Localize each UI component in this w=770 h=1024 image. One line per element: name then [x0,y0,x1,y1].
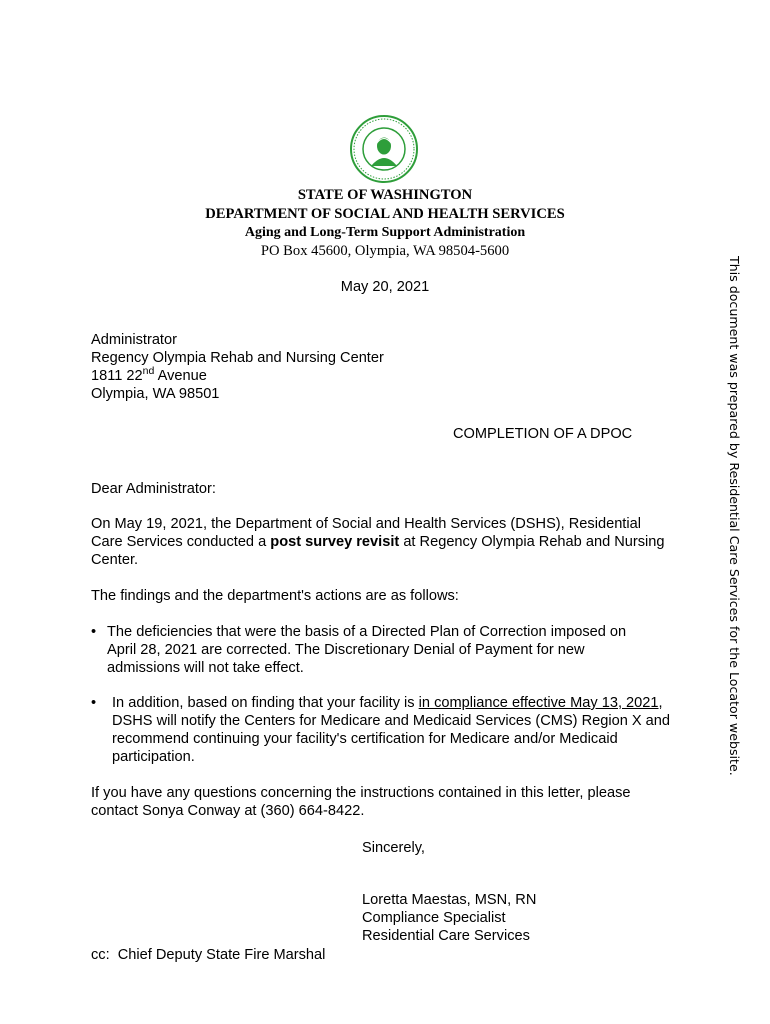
bullet-text-deficiencies: The deficiencies that were the basis of a Directed Plan of Correction imposed on April 28, 2021 are corrected. The Discretionary Denial of Payment for new admissions will not take effect. [107,624,627,676]
intro-bold-text: post survey revisit [270,534,400,550]
signer-unit: Residential Care Services [362,928,530,944]
signer-title: Compliance Specialist [362,910,506,926]
subject-line: COMPLETION OF A DPOC [453,426,633,442]
compliance-text: In addition, based on finding that your facility is [112,695,419,711]
bullet-text-compliance [112,694,673,766]
bullet-icon: • [91,624,97,640]
street-name: Avenue [154,368,207,384]
intro-text-end: at Regency Olympia Rehab and Nursing Center. [91,534,665,568]
seal-icon [349,114,419,184]
state-seal [349,114,419,184]
list-item [91,623,656,677]
list-item [91,694,673,766]
cc-line: cc: Chief Deputy State Fire Marshal [91,947,326,963]
header-department: DEPARTMENT OF SOCIAL AND HEALTH SERVICES [205,206,565,222]
intro-text: On May 19, 2021, the Department of Social and Health Services (DSHS), Residential Care Services conducted a [91,516,641,550]
compliance-text-end: , DSHS will notify the Centers for Medicare and Medicaid Services (CMS) Region X and recommend continuing your facility's certification for Medicare and/or Medicaid participation. [112,695,671,765]
paragraph-findings: The findings and the department's actions are as follows: [91,588,459,604]
compliance-underlined-text: in compliance effective May 13, 2021 [418,695,659,711]
letter-date: May 20, 2021 [340,279,430,295]
street-number: 1811 22 [91,368,143,384]
paragraph-intro [91,515,671,569]
recipient-street [91,367,384,385]
header-administration: Aging and Long-Term Support Administration [244,225,526,240]
recipient-city: Olympia, WA 98501 [91,386,220,402]
recipient-title: Administrator [91,332,177,348]
recipient-facility: Regency Olympia Rehab and Nursing Center [91,350,384,366]
header-address: PO Box 45600, Olympia, WA 98504-5600 [260,243,510,259]
closing: Sincerely, [362,840,425,856]
bullet-icon: • [91,695,97,711]
signature-block [362,891,536,945]
street-ordinal: nd [142,365,155,377]
sidebar-note: This document was prepared by Residential Care Services for the Locator website. [727,256,742,776]
signer-name: Loretta Maestas, MSN, RN [362,892,537,908]
paragraph-contact: If you have any questions concerning the instructions contained in this letter, please contact Sonya Conway at (360) 664-8422. [91,785,631,819]
header-state: STATE OF WASHINGTON [297,187,473,203]
salutation: Dear Administrator: [91,481,216,497]
recipient-block [91,331,384,403]
